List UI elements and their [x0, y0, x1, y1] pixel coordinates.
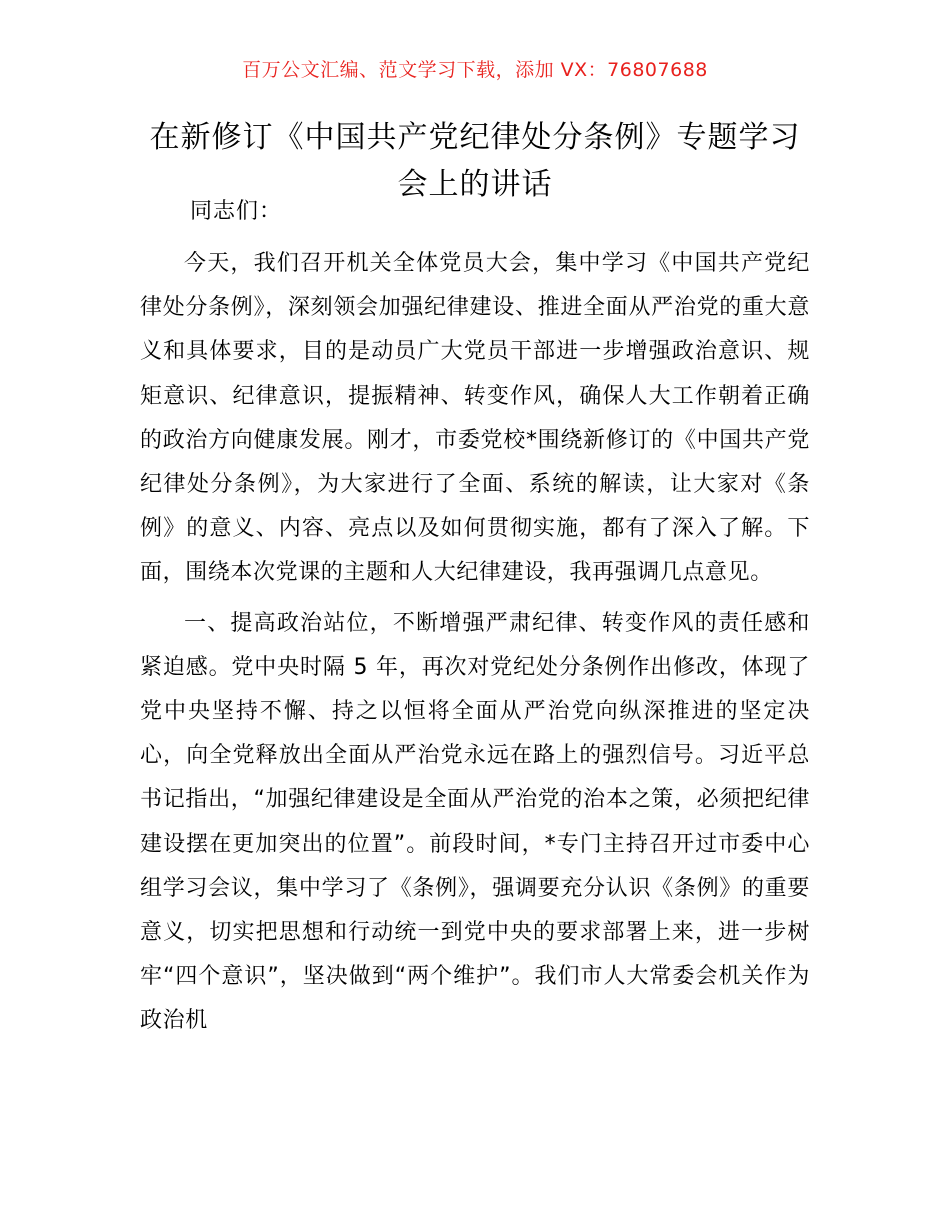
paragraph-intro: 今天，我们召开机关全体党员大会，集中学习《中国共产党纪律处分条例》，深刻领会加强纪律建设、推进全面从严治党的重大意义和具体要求，目的是动员广大党员干部进一步增强政治意识、规矩意识、纪律意识，提振精神、转变作风，确保人大工作朝着正确的政治方向健康发展。刚才，市委党校*围绕新修订的《中国共产党纪律处分条例》，为大家进行了全面、系统的解读，让大家对《条例》的意义、内容、亮点以及如何贯彻实施，都有了深入了解。下面，围绕本次党课的主题和人大纪律建设，我再强调几点意见。	[140, 251, 810, 586]
paragraph-section-one: 一、提高政治站位，不断增强严肃纪律、转变作风的责任感和紧迫感。党中央时隔 5 年，再次对党纪处分条例作出修改，体现了党中央坚持不懈、持之以恒将全面从严治党向纵深推进的坚定决心，向全党释放出全面从严治党永远在路上的强烈信号。习近平总书记指出，“加强纪律建设是全面从严治党的治本之策，必须把纪律建设摆在更加突出的位置”。前段时间，*专门主持召开过市委中心组学习会议，集中学习了《条例》，强调要充分认识《条例》的重要意义，切实把思想和行动统一到党中央的要求部署上来，进一步树牢“四个意识”，坚决做到“两个维护”。我们市人大常委会机关作为政治机	[140, 610, 810, 1034]
document-body	[140, 190, 810, 1050]
salutation: 同志们：	[190, 199, 283, 224]
header-banner: 百万公文汇编、范文学习下载，添加 VX：76807688	[242, 59, 708, 81]
document-title: 在新修订《中国共产党纪律处分条例》专题学习会上的讲话	[149, 120, 801, 202]
